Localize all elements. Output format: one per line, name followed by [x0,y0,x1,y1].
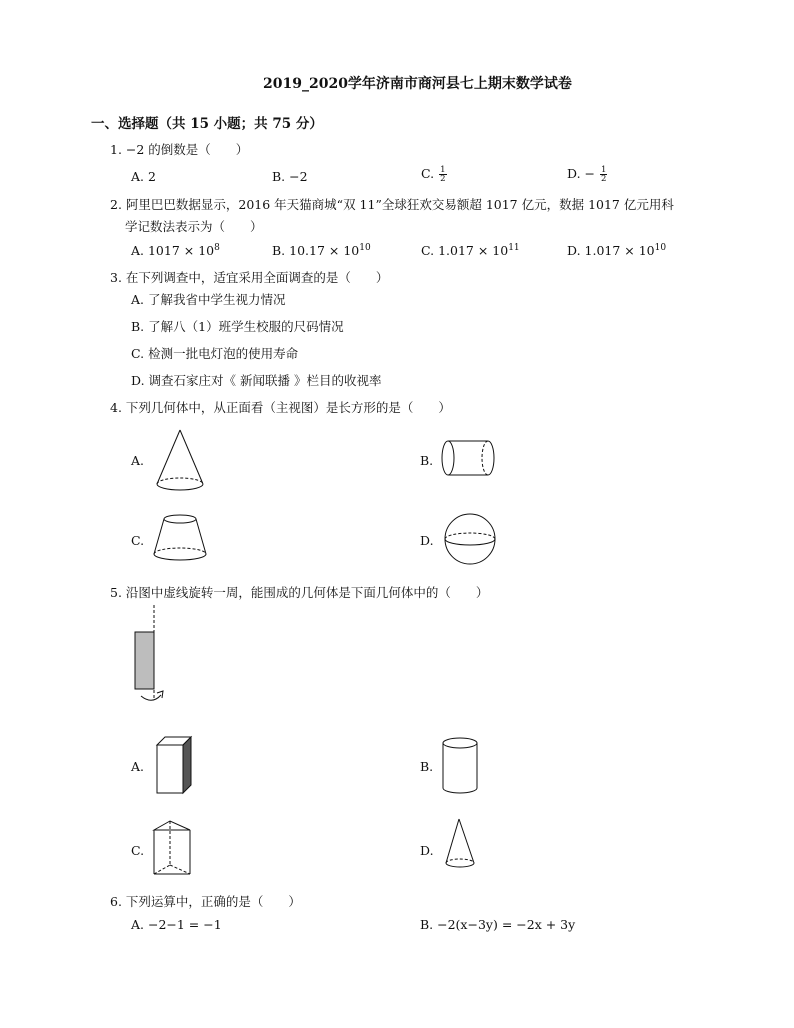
q5-option-d-label[interactable]: D. [420,843,434,858]
q4-stem: 4. 下列几何体中，从正面看（主视图）是长方形的是（ ） [110,400,451,415]
q3-option-d[interactable]: D. 调查石家庄对《 新闻联播 》栏目的收视率 [131,373,382,388]
rotation-rectangle-figure [130,605,180,710]
q3-option-a[interactable]: A. 了解我省中学生视力情况 [131,292,286,307]
q2-stem-line1: 2. 阿里巴巴数据显示，2016 年天猫商城“双 11”全球狂欢交易额超 1017 亿元，数据 1017 亿元用科 [110,197,674,212]
q1-option-d-label: D. − [567,166,595,181]
q3-option-b[interactable]: B. 了解八（1）班学生校服的尺码情况 [131,319,344,334]
triangular-prism-figure [150,818,200,883]
cuboid-figure [152,735,197,800]
q2-option-a[interactable]: A. $1017 \times 10^8$ [131,242,220,258]
q4-option-b-label[interactable]: B. [420,453,434,468]
page-title: 2019_2020学年济南市商河县七上期末数学试卷 [263,76,572,92]
q5-stem: 5. 沿图中虚线旋转一周，能围成的几何体是下面几何体中的（ ） [110,585,489,600]
q3-stem: 3. 在下列调查中，适宜采用全面调查的是（ ） [110,270,389,285]
horizontal-cylinder-figure [440,439,500,479]
q6-stem: 6. 下列运算中，正确的是（ ） [110,894,301,909]
q4-option-d-label[interactable]: D. [420,533,434,548]
q5-option-c-label[interactable]: C. [131,843,145,858]
sphere-figure [443,512,503,572]
frustum-figure [150,512,220,562]
q1-option-d[interactable] [567,166,607,183]
section-heading: 一、选择题（共 15 小题；共 75 分） [91,116,323,132]
q1-stem: 1. −2 的倒数是（ ） [110,142,249,157]
q2-option-d[interactable]: D. $1.017 \times 10^{10}$ [567,242,667,258]
q4-option-c-label[interactable]: C. [131,533,145,548]
q5-option-b-label[interactable]: B. [420,759,434,774]
q1-option-b[interactable]: B. −2 [272,169,308,184]
cone-figure [152,428,212,488]
q1-option-a[interactable]: A. 2 [131,169,156,184]
q6-option-a[interactable]: A. −2−1 = −1 [131,917,222,932]
cylinder-figure [440,736,485,801]
q1-option-d-fraction: $\frac{1}{2}$ [600,165,607,184]
q2-option-c[interactable]: C. $1.017 \times 10^{11}$ [421,242,520,258]
q5-option-a-label[interactable]: A. [131,759,145,774]
q4-option-a-label[interactable]: A. [131,453,145,468]
q3-option-c[interactable]: C. 检测一批电灯泡的使用寿命 [131,346,299,361]
q1-option-c-fraction: $\frac{1}{2}$ [440,165,446,184]
cone-small-figure [444,817,484,877]
q2-stem-line2: 学记数法表示为（ ） [125,219,263,234]
q1-option-c-label: C. [421,166,435,181]
q1-option-c[interactable] [421,166,447,183]
q2-option-b[interactable]: B. $10.17 \times 10^{10}$ [272,242,371,258]
q6-option-b[interactable]: B. −2(x−3y) = −2x + 3y [420,917,576,932]
